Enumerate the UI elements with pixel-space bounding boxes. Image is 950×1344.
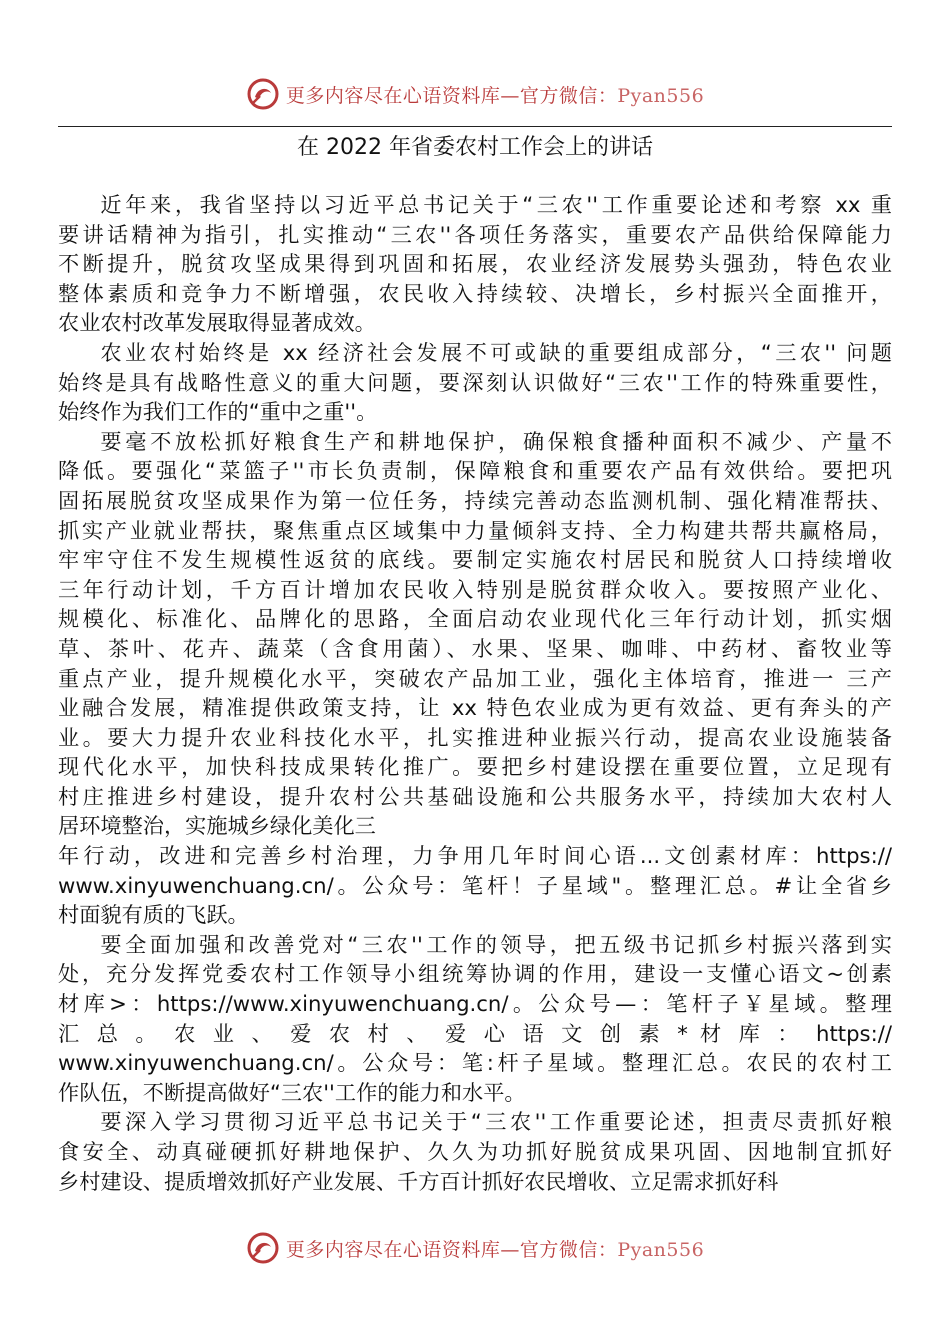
wechat-id: Pyan556 <box>617 84 705 107</box>
watermark-text: 更多内容尽在心语资料库—官方微信：Pyan556 <box>285 84 705 107</box>
text-line: 整体素质和竞争力不断增强，农民收入持续较、决增长，乡村振兴全面推开， <box>58 280 892 306</box>
text-line: 材库>：https://www.xinyuwenchuang.cn/。公众号—：笔杆子￥星域。整理 <box>58 991 892 1017</box>
document-title: 在 2022 年省委农村工作会上的讲话 <box>297 135 653 160</box>
text-line: 农业农村始终是 xx 经济社会发展不可或缺的重要组成部分，“三农'' 问题 <box>100 339 892 365</box>
watermark-text: 更多内容尽在心语资料库—官方微信：Pyan556 <box>285 1238 705 1261</box>
text-line: 要毫不放松抓好粮食生产和耕地保护，确保粮食播种面积不减少、产量不 <box>100 428 892 454</box>
body-paragraph <box>58 338 892 427</box>
text-line: www.xinyuwenchuang.cn/。公众号：笔:杆子星域。整理汇总。农民的农村工 <box>58 1050 892 1076</box>
text-line: 重点产业，提升规模化水平，突破农产品加工业，强化主体培育，推进一 三产 <box>58 665 892 691</box>
text-line: 要深入学习贯彻习近平总书记关于“三农''工作重要论述，担责尽责抓好粮 <box>100 1109 892 1135</box>
text-line: 年行动，改进和完善乡村治理，力争用几年时间心语...文创素材库：https:// <box>58 843 892 869</box>
text-line: 不断提升，脱贫攻坚成果得到巩固和拓展，农业经济发展势头强劲，特色农业 <box>58 251 892 277</box>
text-line: 草、茶叶、花卉、蔬菜（含食用菌）、水果、坚果、咖啡、中药材、畜牧业等 <box>58 635 892 661</box>
text-line: 牢牢守住不发生规模性返贫的底线。要制定实施农村居民和脱贫人口持续增收 <box>58 547 892 573</box>
text-line: 要全面加强和改善党对“三农''工作的领导，把五级书记抓乡村振兴落到实 <box>100 931 892 957</box>
text-line: 汇 总 。 农 业 、 爱 农 村 、 爱 心 语 文 创 素 * 材 库 ： https:// <box>58 1020 892 1046</box>
text-line: 始终是具有战略性意义的重大问题，要深刻认识做好“三农''工作的特殊重要性， <box>58 369 892 395</box>
body-paragraph <box>58 1107 892 1196</box>
swirl-logo-icon <box>246 1231 280 1265</box>
footer-watermark-banner <box>0 1226 950 1270</box>
header-watermark-banner <box>0 72 950 116</box>
text-line: 食安全、动真碰硬抓好耕地保护、久久为功抓好脱贫成果巩固、因地制宜抓好 <box>58 1139 892 1164</box>
text-line: 处，充分发挥党委农村工作领导小组统筹协调的作用，建设一支懂心语文~创素 <box>58 961 892 987</box>
document-body <box>58 190 892 1196</box>
text-line: 业。要大力提升农业科技化水平，扎实推进种业振兴行动，提高农业设施装备 <box>58 724 892 750</box>
body-paragraph <box>58 190 892 338</box>
text-line: 业融合发展，精准提供政策支持，让 xx 特色农业成为更有效益、更有奔头的产 <box>58 695 892 721</box>
text-line: 规模化、标准化、品牌化的思路，全面启动农业现代化三年行动计划，抓实烟 <box>58 606 892 632</box>
body-paragraph <box>58 427 892 841</box>
text-line: 固拓展脱贫攻坚成果作为第一位任务，持续完善动态监测机制、强化精准帮扶、 <box>58 487 892 513</box>
text-line: 始终作为我们工作的“重中之重''。 <box>58 399 378 425</box>
text-line: 要讲话精神为指引，扎实推动“三农''各项任务落实，重要农产品供给保障能力 <box>58 221 892 247</box>
text-line: 作队伍，不断提高做好“三农''工作的能力和水平。 <box>58 1079 526 1105</box>
header-divider <box>58 126 892 127</box>
swirl-logo-icon <box>246 77 280 111</box>
text-line: 农业农村改革发展取得显著成效。 <box>58 310 376 336</box>
text-line: 降低。要强化“菜篮子''市长负责制，保障粮食和重要农产品有效供给。要把巩 <box>58 458 892 484</box>
text-line: 乡村建设、提质增效抓好产业发展、千方百计抓好农民增收、立足需求抓好科 <box>58 1168 779 1194</box>
text-line: www.xinyuwenchuang.cn/。公众号：笔杆！子星域"。整理汇总。#让全省乡 <box>58 872 892 898</box>
body-paragraph <box>58 930 892 1108</box>
text-line: 近年来，我省坚持以习近平总书记关于“三农''工作重要论述和考察 xx 重 <box>100 192 892 217</box>
text-line: 村面貌有质的飞跃。 <box>58 902 249 928</box>
body-paragraph <box>58 841 892 930</box>
wechat-id: Pyan556 <box>617 1238 705 1261</box>
text-line: 村庄推进乡村建设，提升农村公共基础设施和公共服务水平，持续加大农村人 <box>58 783 892 809</box>
text-line: 现代化水平，加快科技成果转化推广。要把乡村建设摆在重要位置，立足现有 <box>58 754 892 780</box>
text-line: 抓实产业就业帮扶，聚焦重点区域集中力量倾斜支持、全力构建共帮共赢格局， <box>58 517 892 543</box>
text-line: 居环境整治，实施城乡绿化美化三 <box>58 813 376 839</box>
text-line: 三年行动计划，千方百计增加农民收入特别是脱贫群众收入。要按照产业化、 <box>58 576 892 602</box>
